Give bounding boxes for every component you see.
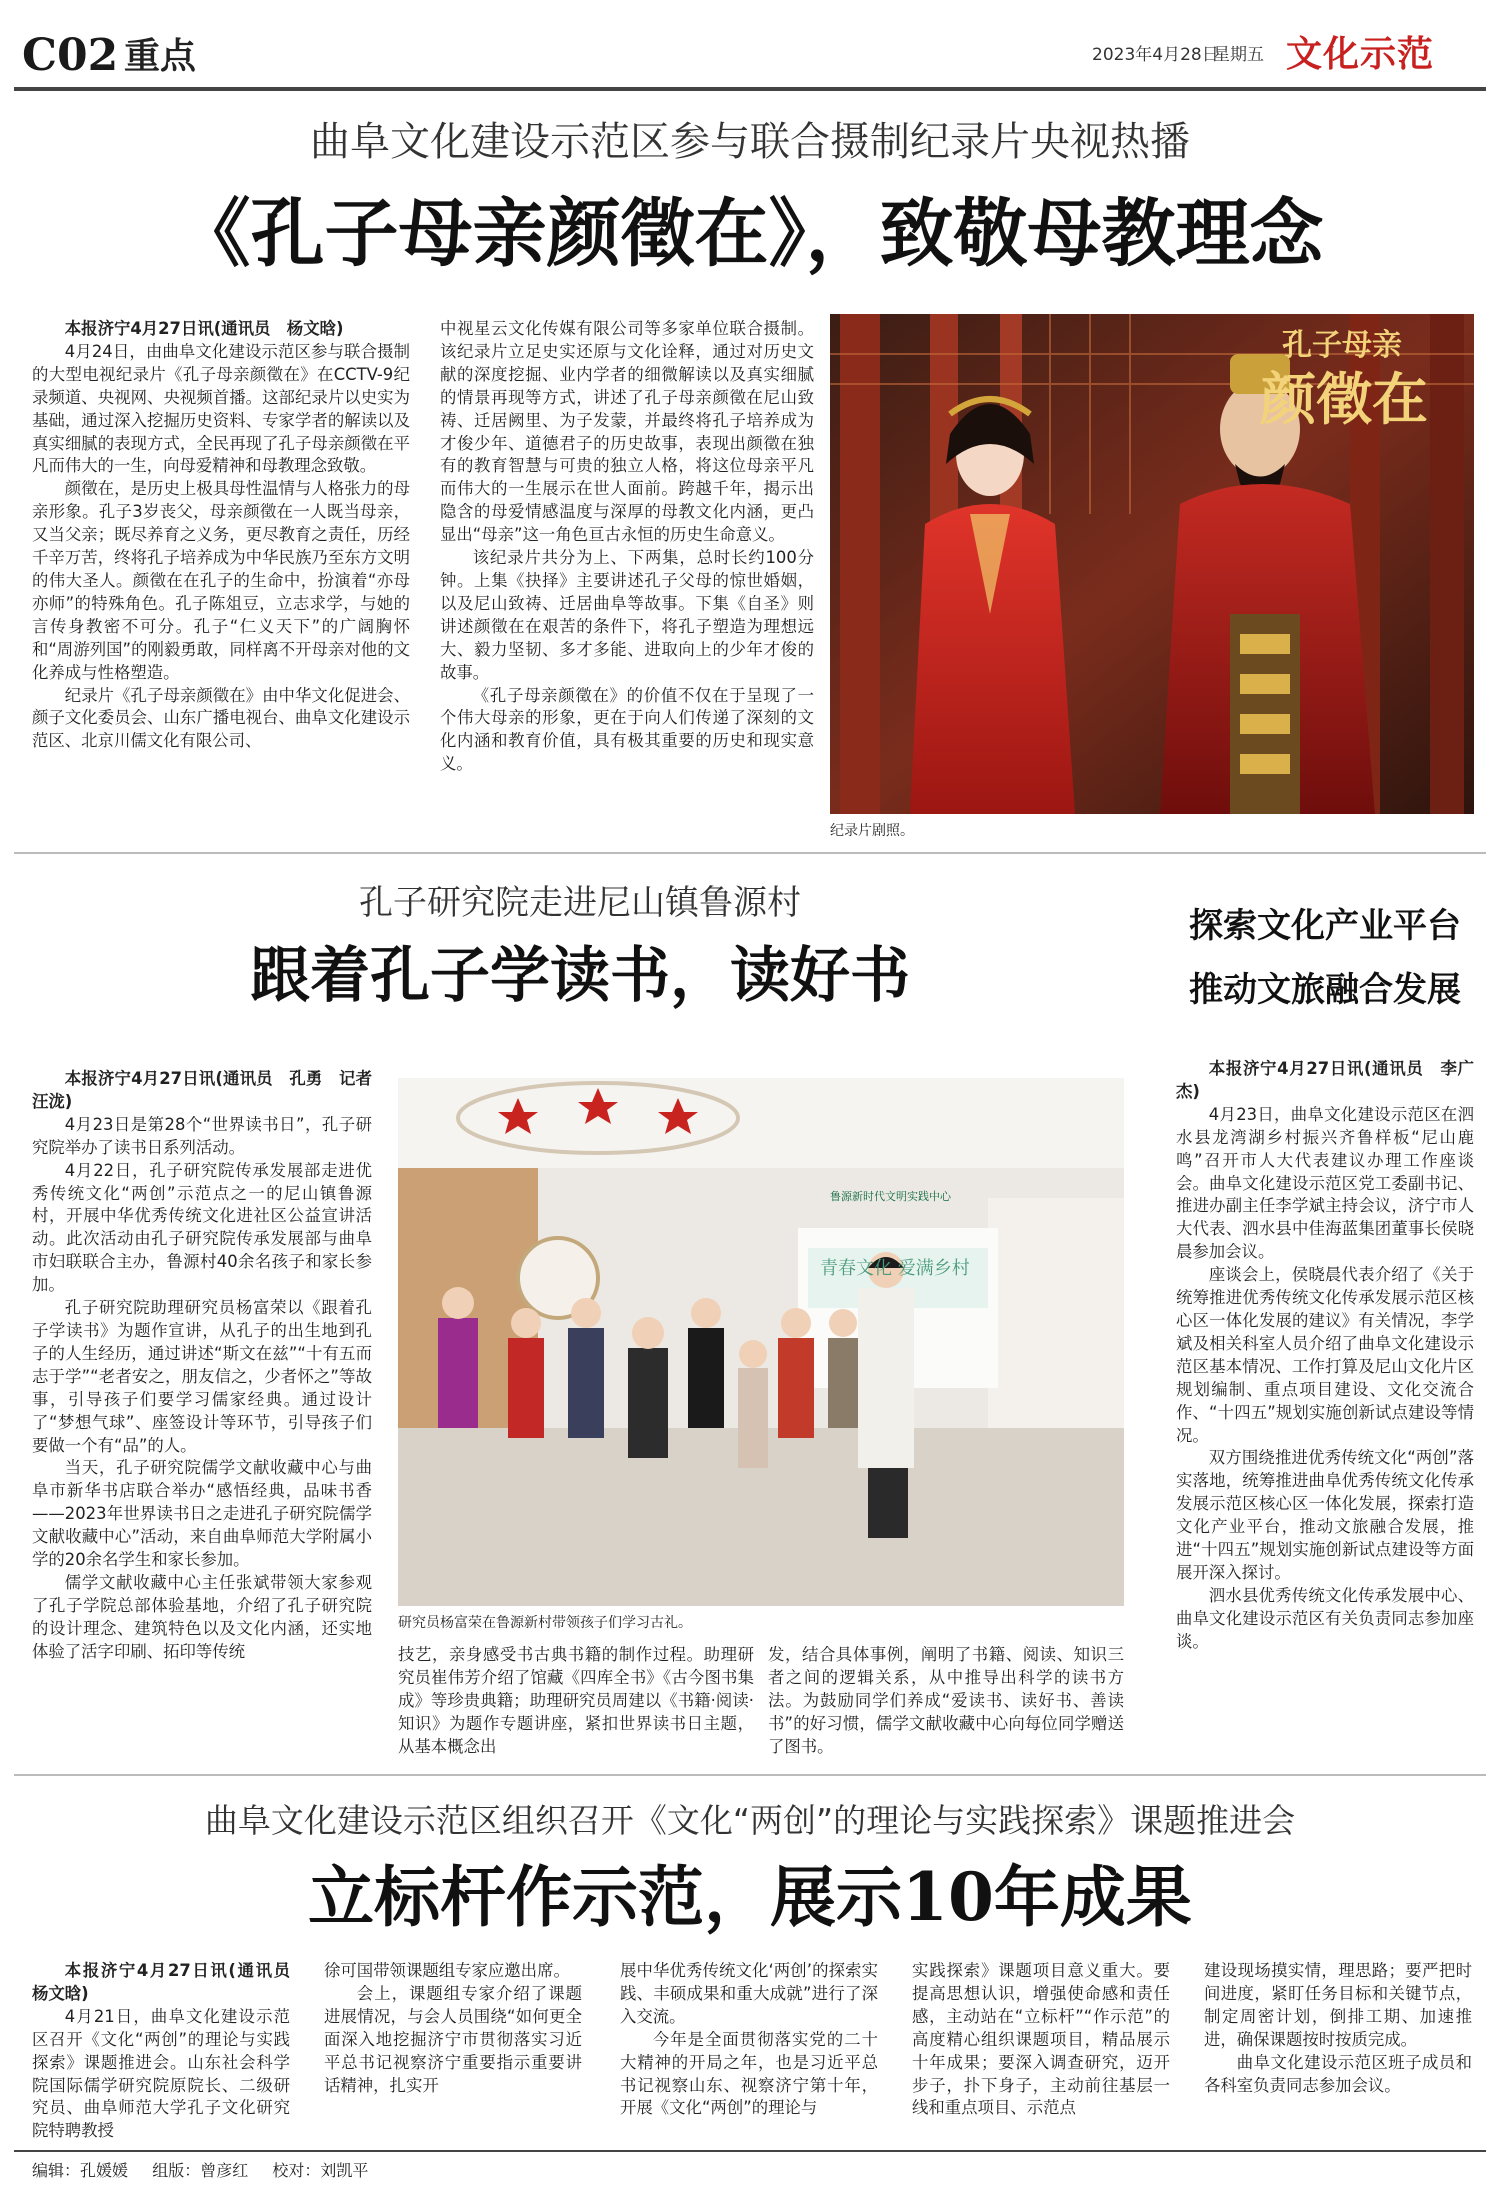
footer-credits — [32, 2158, 368, 2181]
section-label: 重点 — [124, 35, 197, 77]
article2-paragraph: 技艺，亲身感受书古典书籍的制作过程。助理研究员崔伟芳介绍了馆藏《四库全书》《古今图书集成》等珍贵典籍；助理研究员周建以《书籍·阅读·知识》为题作专题讲座，紧扣世界读书日主题，从基本概念出 — [398, 1645, 754, 1756]
issue-weekday: 星期五 — [1213, 45, 1264, 65]
article1-paragraph: 颜徵在，是历史上极具母性温情与人格张力的母亲形象。孔子3岁丧父，母亲颜徵在一人既当母亲，又当父亲；既尽养育之义务，更尽教育之责任，历经千辛万苦，终将孔子培养成为中华民族乃至东方文明的伟大圣人。颜徵在在孔子的生命中，扮演着“亦母亦师”的特殊角色。孔子陈俎豆，立志求学，与她的言传身教密不可分。孔子“仁义天下”的广阔胸怀和“周游列国”的刚毅勇敢，同样离不开母亲对他的文化养成与性格塑造。 — [32, 479, 410, 682]
article1-paragraph: 该纪录片共分为上、下两集，总时长约100分钟。上集《抉择》主要讲述孔子父母的惊世婚姻，以及尼山致祷、迁居曲阜等故事。下集《自圣》则讲述颜徵在在艰苦的条件下，将孔子塑造为理想远大、毅力坚韧、多才多能、进取向上的少年才俊的故事。 — [440, 548, 814, 682]
article4-column-5 — [1204, 1960, 1472, 2150]
header-rule — [14, 87, 1486, 91]
film-title-line2: 颜徵在 — [1260, 367, 1428, 433]
page-code: C02 — [22, 30, 119, 81]
article2-dateline: 本报济宁4月27日讯(通讯员 孔勇 记者 汪泷) — [32, 1069, 389, 1111]
film-title-line1: 孔子母亲 — [1282, 328, 1402, 363]
article4-paragraph: 今年是全面贯彻落实党的二十大精神的开局之年，也是习近平总书记视察山东、视察济宁第十年，开展《文化“两创”的理论与 — [620, 2029, 878, 2118]
drama-still-caption: 纪录片剧照。 — [830, 823, 914, 839]
article4-paragraph: 曲阜文化建设示范区班子成员和各科室负责同志参加会议。 — [1204, 2052, 1472, 2095]
article3-paragraph: 座谈会上，侯晓晨代表介绍了《关于统筹推进优秀传统文化传承发展示范区核心区一体化发展的建议》有关情况，李学斌及相关科室人员介绍了曲阜文化建设示范区基本情况、工作打算及尼山文化片区规划编制、重点项目建设、文化交流合作、“十四五”规划实施创新试点建设等情况。 — [1176, 1265, 1474, 1445]
article2-kicker: 孔子研究院走进尼山镇鲁源村 — [359, 883, 801, 923]
article4-column-3 — [620, 1960, 878, 2150]
article2-paragraph: 4月23日是第28个“世界读书日”，孔子研究院举办了读书日系列活动。 — [32, 1114, 372, 1157]
article3-paragraph: 4月23日，曲阜文化建设示范区在泗水县龙湾湖乡村振兴齐鲁样板“尼山鹿鸣”召开市人大代表建议办理工作座谈会。曲阜文化建设示范区党工委副书记、推进办副主任李学斌主持会议，济宁市人大代表、泗水县中佳海蓝集团董事长侯晓晨参加会议。 — [1176, 1104, 1474, 1262]
article1-kicker: 曲阜文化建设示范区参与联合摄制纪录片央视热播 — [310, 119, 1190, 165]
article2-headline: 跟着孔子学读书，读好书 — [250, 941, 910, 1011]
article4-column-4 — [912, 1960, 1170, 2150]
reading-event-illustration — [398, 1078, 1124, 1606]
footer-proofreader: 校对：刘凯平 — [272, 2161, 369, 2180]
article3-headline-line1: 探索文化产业平台 — [1189, 906, 1461, 946]
article3-column — [1176, 1058, 1474, 1746]
article2-paragraph: 当天，孔子研究院儒学文献收藏中心与曲阜市新华书店联合举办“感悟经典，品味书香——2023年世界读书日之走进孔子研究院儒学文献收藏中心”活动，来自曲阜师范大学附属小学的20余名学生和家长参加。 — [32, 1458, 372, 1570]
article3-headline-line2: 推动文旅融合发展 — [1189, 970, 1461, 1010]
article3-paragraph: 双方围绕推进优秀传统文化“两创”落实落地，统筹推进曲阜优秀传统文化传承发展示范区核心区一体化发展，探索打造文化产业平台，推动文旅融合发展，推进“十四五”规划实施创新试点建设等方面展开深入探讨。 — [1176, 1448, 1474, 1582]
article2-paragraph: 4月22日，孔子研究院传承发展部走进优秀传统文化“两创”示范点之一的尼山镇鲁源村，开展中华优秀传统文化进社区公益宣讲活动。此次活动由孔子研究院传承发展部与曲阜市妇联联合主办，鲁源村40余名孩子和家长参加。 — [32, 1160, 372, 1295]
article4-paragraph: 建设现场摸实情，理思路；要严把时间进度，紧盯任务目标和关键节点，制定周密计划，倒排工期、加速推进，确保课题按时按质完成。 — [1204, 1961, 1472, 2049]
article4-dateline: 本报济宁4月27日讯(通讯员 杨文晗) — [32, 1961, 307, 2003]
article1-paragraph: 纪录片《孔子母亲颜徵在》由中华文化促进会、颜子文化委员会、山东广播电视台、曲阜文化建设示范区、北京川儒文化有限公司、 — [32, 685, 410, 751]
article4-paragraph: 徐可国带领课题组专家应邀出席。 — [324, 1961, 570, 1980]
article2-paragraph: 儒学文献收藏中心主任张斌带领大家参观了孔子学院总部体验基地，介绍了孔子研究院的设计理念、建筑特色以及文化内涵，还实地体验了活字印刷、拓印等传统 — [32, 1572, 372, 1661]
article1-dateline: 本报济宁4月27日讯(通讯员 杨文晗) — [64, 319, 344, 338]
masthead-logo: 文化示范 — [1286, 34, 1435, 75]
footer-rule — [14, 2150, 1486, 2152]
section-divider — [14, 1774, 1486, 1776]
section-divider — [14, 852, 1486, 854]
article1-headline: 《孔子母亲颜徵在》，致敬母教理念 — [176, 191, 1324, 277]
reading-event-photo — [398, 1078, 1124, 1606]
article2-column-1 — [32, 1068, 389, 1768]
article4-headline: 立标杆作示范，展示10年成果 — [308, 1858, 1192, 1936]
photo-banner-sign: 鲁源新时代文明实践中心 — [830, 1190, 951, 1203]
article1-column-2 — [440, 318, 814, 838]
article3-paragraph: 泗水县优秀传统文化传承发展中心、曲阜文化建设示范区有关负责同志参加座谈。 — [1176, 1585, 1474, 1651]
photo-banner-slogan: 青春文化 爱满乡村 — [820, 1258, 970, 1279]
article2-column-3 — [768, 1644, 1124, 1768]
article2-paragraph: 发，结合具体事例，阐明了书籍、阅读、知识三者之间的逻辑关系，从中推导出科学的读书方法。为鼓励同学们养成“爱读书、读好书、善读书”的好习惯，儒学文献收藏中心向每位同学赠送了图书。 — [768, 1645, 1124, 1756]
article1-paragraph: 中视星云文化传媒有限公司等多家单位联合摄制。该纪录片立足史实还原与文化诠释，通过对历史文献的深度挖掘、业内学者的细微解读以及真实细腻的情景再现等方式，讲述了孔子母亲颜徵在尼山致祷、迁居阙里、为子发蒙，并最终将孔子培养成为才俊少年、道德君子的历史故事，表现出颜徵在独有的教育智慧与可贵的独立人格，将这位母亲平凡而伟大的一生展示在世人面前。跨越千年，揭示出隐含的母爱情感温度与深厚的母教文化内涵，更凸显出“母亲”这一角色亘古永恒的历史生命意义。 — [440, 319, 814, 545]
article3-dateline: 本报济宁4月27日讯(通讯员 李广杰) — [1176, 1059, 1474, 1101]
drama-still-photo — [830, 314, 1474, 814]
article1-paragraph: 《孔子母亲颜徵在》的价值不仅在于呈现了一个伟大母亲的形象，更在于向人们传递了深刻的文化内涵和教育价值，具有极其重要的历史和现实意义。 — [440, 685, 814, 774]
footer-layout: 组版：曾彦红 — [152, 2161, 249, 2180]
article4-paragraph: 4月21日，曲阜文化建设示范区召开《文化“两创”的理论与实践探索》课题推进会。山东社会科学院国际儒学研究院原院长、二级研究员、曲阜师范大学孔子文化研究院特聘教授 — [32, 2006, 290, 2141]
article4-paragraph: 实践探索》课题项目意义重大。要提高思想认识，增强使命感和责任感，主动站在“立标杆”“作示范”的高度精心组织课题项目，精品展示十年成果；要深入调查研究，迈开步子，扑下身子，主动前往基层一线和重点项目、示范点 — [912, 1961, 1170, 2118]
article2-paragraph: 孔子研究院助理研究员杨富荣以《跟着孔子学读书》为题作宣讲，从孔子的出生地到孔子的人生经历，通过讲述“斯文在兹”“十有五而志于学”“老者安之，朋友信之，少者怀之”等故事，引导孩子们要学习儒家经典。通过设计了“梦想气球”、座签设计等环节，引导孩子们要做一个有“品”的人。 — [32, 1298, 372, 1455]
reading-event-caption: 研究员杨富荣在鲁源新村带领孩子们学习古礼。 — [398, 1615, 692, 1631]
article1-paragraph: 4月24日，由曲阜文化建设示范区参与联合摄制的大型电视纪录片《孔子母亲颜徵在》在CCTV-9纪录频道、央视网、央视频首播。这部纪录片以史实为基础，通过深入挖掘历史资料、专家学者的解读以及真实细腻的表现方式，全民再现了孔子母亲颜徵在平凡而伟大的一生，向母爱精神和母教理念致敬。 — [32, 341, 410, 476]
article4-paragraph: 会上，课题组专家介绍了课题进展情况，与会人员围绕“如何更全面深入地挖掘济宁市贯彻落实习近平总书记视察济宁重要指示重要讲话精神，扎实开 — [324, 1983, 582, 2095]
article4-column-2 — [324, 1960, 582, 2150]
footer-editor: 编辑：孔媛媛 — [32, 2161, 129, 2180]
article1-column-1 — [32, 318, 410, 838]
article4-column-1 — [32, 1960, 307, 2150]
article2-column-2 — [398, 1644, 754, 1768]
article4-paragraph: 展中华优秀传统文化‘两创’的探索实践、丰硕成果和重大成就”进行了深入交流。 — [620, 1961, 878, 2026]
issue-date: 2023年4月28日 — [1092, 45, 1219, 65]
article4-kicker: 曲阜文化建设示范区组织召开《文化“两创”的理论与实践探索》课题推进会 — [204, 1801, 1296, 1840]
